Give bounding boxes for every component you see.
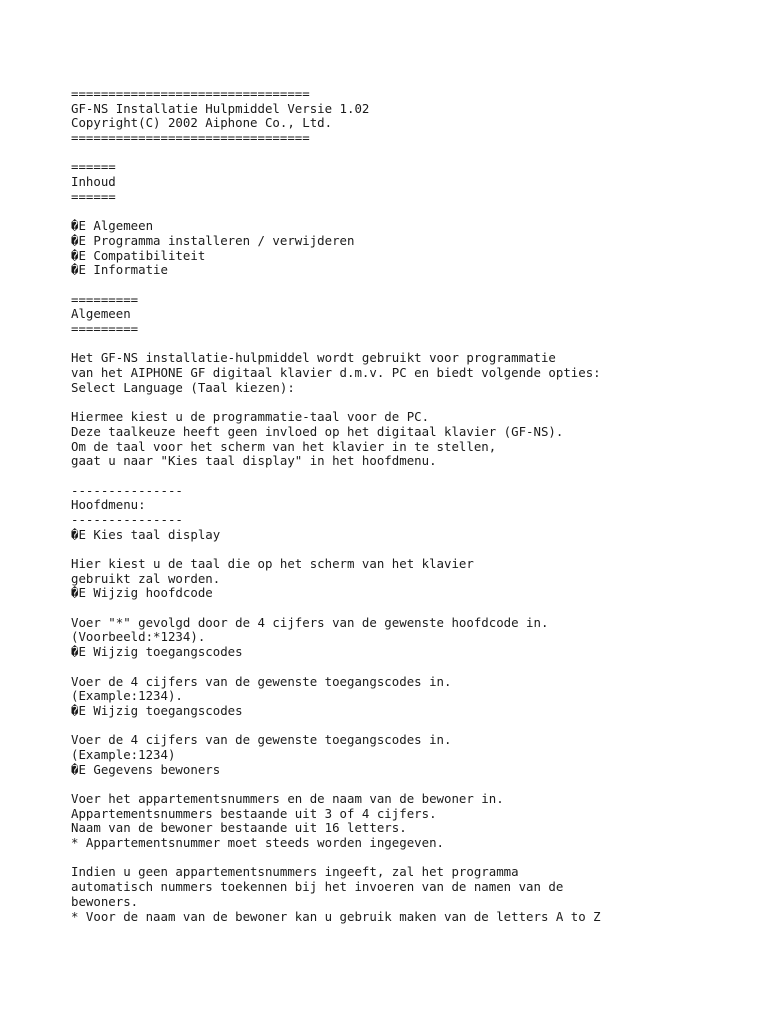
document-title: GF-NS Installatie Hulpmiddel Versie 1.02 <box>71 100 370 116</box>
text-line: bewoners. <box>71 893 139 909</box>
blank-line <box>71 542 768 557</box>
blank-line <box>71 851 768 866</box>
text-line: Hiermee kiest u de programmatie-taal voor de PC. <box>71 409 430 425</box>
text-line: automatisch nummers toekennen bij het invoeren van de namen van de <box>71 879 564 895</box>
text-line: Om de taal voor het scherm van het klavier in te stellen, <box>71 438 497 454</box>
text-line: gebruikt zal worden. <box>71 570 221 586</box>
blank-line <box>71 469 768 484</box>
document-body <box>71 87 768 924</box>
text-line: Hier kiest u de taal die op het scherm van het klavier <box>71 556 474 571</box>
text-line: * Voor de naam van de bewoner kan u gebruik maken van de letters A to Z <box>71 908 601 924</box>
text-line: Voer het appartementsnummers en de naam van de bewoner in. <box>71 791 504 806</box>
blank-line <box>71 278 768 293</box>
blank-line <box>71 660 768 675</box>
text-line: (Voorbeeld:*1234). <box>71 629 206 645</box>
blank-line <box>71 777 768 792</box>
toc-item: �E Programma installeren / verwijderen <box>71 232 355 248</box>
section-heading: Algemeen <box>71 306 131 322</box>
text-line: --------------- <box>71 511 183 527</box>
text-line: ====== <box>71 188 116 204</box>
menu-item: �E Gegevens bewoners <box>71 761 221 777</box>
text-line: Select Language (Taal kiezen): <box>71 379 295 395</box>
text-line: --------------- <box>71 482 183 498</box>
text-line: Voer "*" gevolgd door de 4 cijfers van de gewenste hoofdcode in. <box>71 614 549 630</box>
text-line: Voer de 4 cijfers van de gewenste toegangscodes in. <box>71 732 452 748</box>
text-line: ========= <box>71 321 139 336</box>
menu-item: �E Wijzig hoofdcode <box>71 585 213 601</box>
text-line: ========= <box>71 291 139 307</box>
toc-item: �E Informatie <box>71 262 168 278</box>
menu-item: �E Kies taal display <box>71 526 221 542</box>
text-line: Het GF-NS installatie-hulpmiddel wordt gebruikt voor programmatie <box>71 350 556 366</box>
menu-item: �E Wijzig toegangscodes <box>71 644 243 660</box>
toc-item: �E Algemeen <box>71 218 154 234</box>
text-line: (Example:1234). <box>71 688 183 704</box>
blank-line <box>71 205 768 220</box>
text-line: (Example:1234) <box>71 746 176 762</box>
blank-line <box>71 395 768 410</box>
copyright-line: Copyright(C) 2002 Aiphone Co., Ltd. <box>71 115 333 131</box>
text-line: Voer de 4 cijfers van de gewenste toegangscodes in. <box>71 673 452 689</box>
blank-line <box>71 146 768 161</box>
text-line: Naam van de bewoner bestaande uit 16 letters. <box>71 820 407 836</box>
text-line: ================================ <box>71 130 310 146</box>
section-heading: Inhoud <box>71 174 116 190</box>
section-heading: Hoofdmenu: <box>71 497 146 513</box>
text-line: ====== <box>71 159 116 175</box>
text-line: gaat u naar "Kies taal display" in het hoofdmenu. <box>71 453 437 469</box>
text-line: ================================ <box>71 86 310 101</box>
text-line: Indien u geen appartementsnummers ingeeft, zal het programma <box>71 864 519 880</box>
text-line: van het AIPHONE GF digitaal klavier d.m.v. PC en biedt volgende opties: <box>71 365 601 381</box>
text-line: * Appartementsnummer moet steeds worden ingegeven. <box>71 835 444 851</box>
text-line: Deze taalkeuze heeft geen invloed op het digitaal klavier (GF-NS). <box>71 423 564 439</box>
blank-line <box>71 601 768 616</box>
blank-line <box>71 719 768 734</box>
menu-item: �E Wijzig toegangscodes <box>71 702 243 718</box>
toc-item: �E Compatibiliteit <box>71 247 206 263</box>
text-line: Appartementsnummers bestaande uit 3 of 4 cijfers. <box>71 805 437 821</box>
blank-line <box>71 337 768 352</box>
